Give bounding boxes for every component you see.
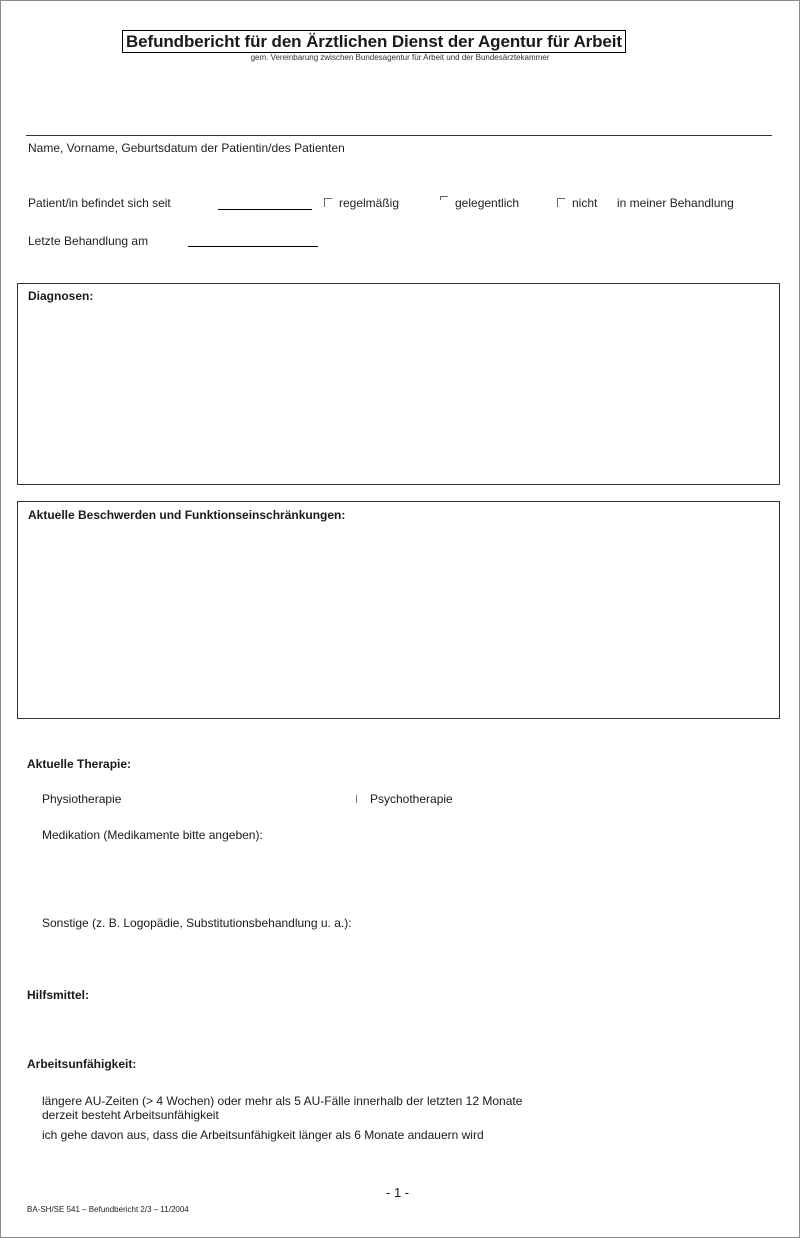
since-label: Patient/in befindet sich seit: [28, 196, 171, 210]
checkbox-not[interactable]: [557, 198, 565, 207]
document-subtitle: gem. Vereinbarung zwischen Bundesagentur für Arbeit und der Bundesärztekammer: [250, 53, 550, 62]
form-identifier: BA-SH/SE 541 – Befundbericht 2/3 – 11/2004: [27, 1205, 189, 1214]
psychotherapy-option[interactable]: Psychotherapie: [370, 792, 453, 806]
physiotherapy-option[interactable]: Physiotherapie: [42, 792, 122, 806]
document-title: Befundbericht für den Ärztlichen Dienst der Agentur für Arbeit: [122, 30, 626, 53]
incapacity-option-2[interactable]: derzeit besteht Arbeitsunfähigkeit: [42, 1108, 219, 1122]
complaints-box[interactable]: [17, 501, 780, 719]
last-treatment-date-field[interactable]: [188, 246, 318, 247]
option-occasional-label: gelegentlich: [455, 196, 520, 210]
option-regular-label: regelmäßig: [339, 196, 400, 210]
checkbox-psychotherapy[interactable]: [356, 795, 357, 803]
therapy-heading: Aktuelle Therapie:: [27, 757, 132, 771]
last-treatment-label: Letzte Behandlung am: [28, 234, 149, 248]
diagnoses-heading: Diagnosen:: [28, 289, 94, 303]
diagnoses-box[interactable]: [17, 283, 780, 485]
aids-heading: Hilfsmittel:: [27, 988, 90, 1002]
incapacity-option-1[interactable]: längere AU-Zeiten (> 4 Wochen) oder mehr als 5 AU-Fälle innerhalb der letzten 12 Monate: [42, 1094, 523, 1108]
since-date-field[interactable]: [218, 209, 312, 210]
name-input-line[interactable]: [26, 135, 772, 136]
medication-label: Medikation (Medikamente bitte angeben):: [42, 828, 263, 842]
incapacity-option-3[interactable]: ich gehe davon aus, dass die Arbeitsunfähigkeit länger als 6 Monate andauern wird: [42, 1128, 484, 1142]
other-therapy-label: Sonstige (z. B. Logopädie, Substitutionsbehandlung u. a.):: [42, 916, 352, 930]
complaints-heading: Aktuelle Beschwerden und Funktionseinschränkungen:: [28, 508, 346, 522]
checkbox-regular[interactable]: [324, 198, 332, 207]
incapacity-heading: Arbeitsunfähigkeit:: [27, 1057, 137, 1071]
page-number: - 1 -: [386, 1185, 410, 1200]
option-not-label: nicht: [572, 196, 598, 210]
checkbox-occasional[interactable]: [440, 196, 448, 200]
treatment-suffix: in meiner Behandlung: [617, 196, 734, 210]
name-label: Name, Vorname, Geburtsdatum der Patientin/des Patienten: [28, 141, 345, 155]
